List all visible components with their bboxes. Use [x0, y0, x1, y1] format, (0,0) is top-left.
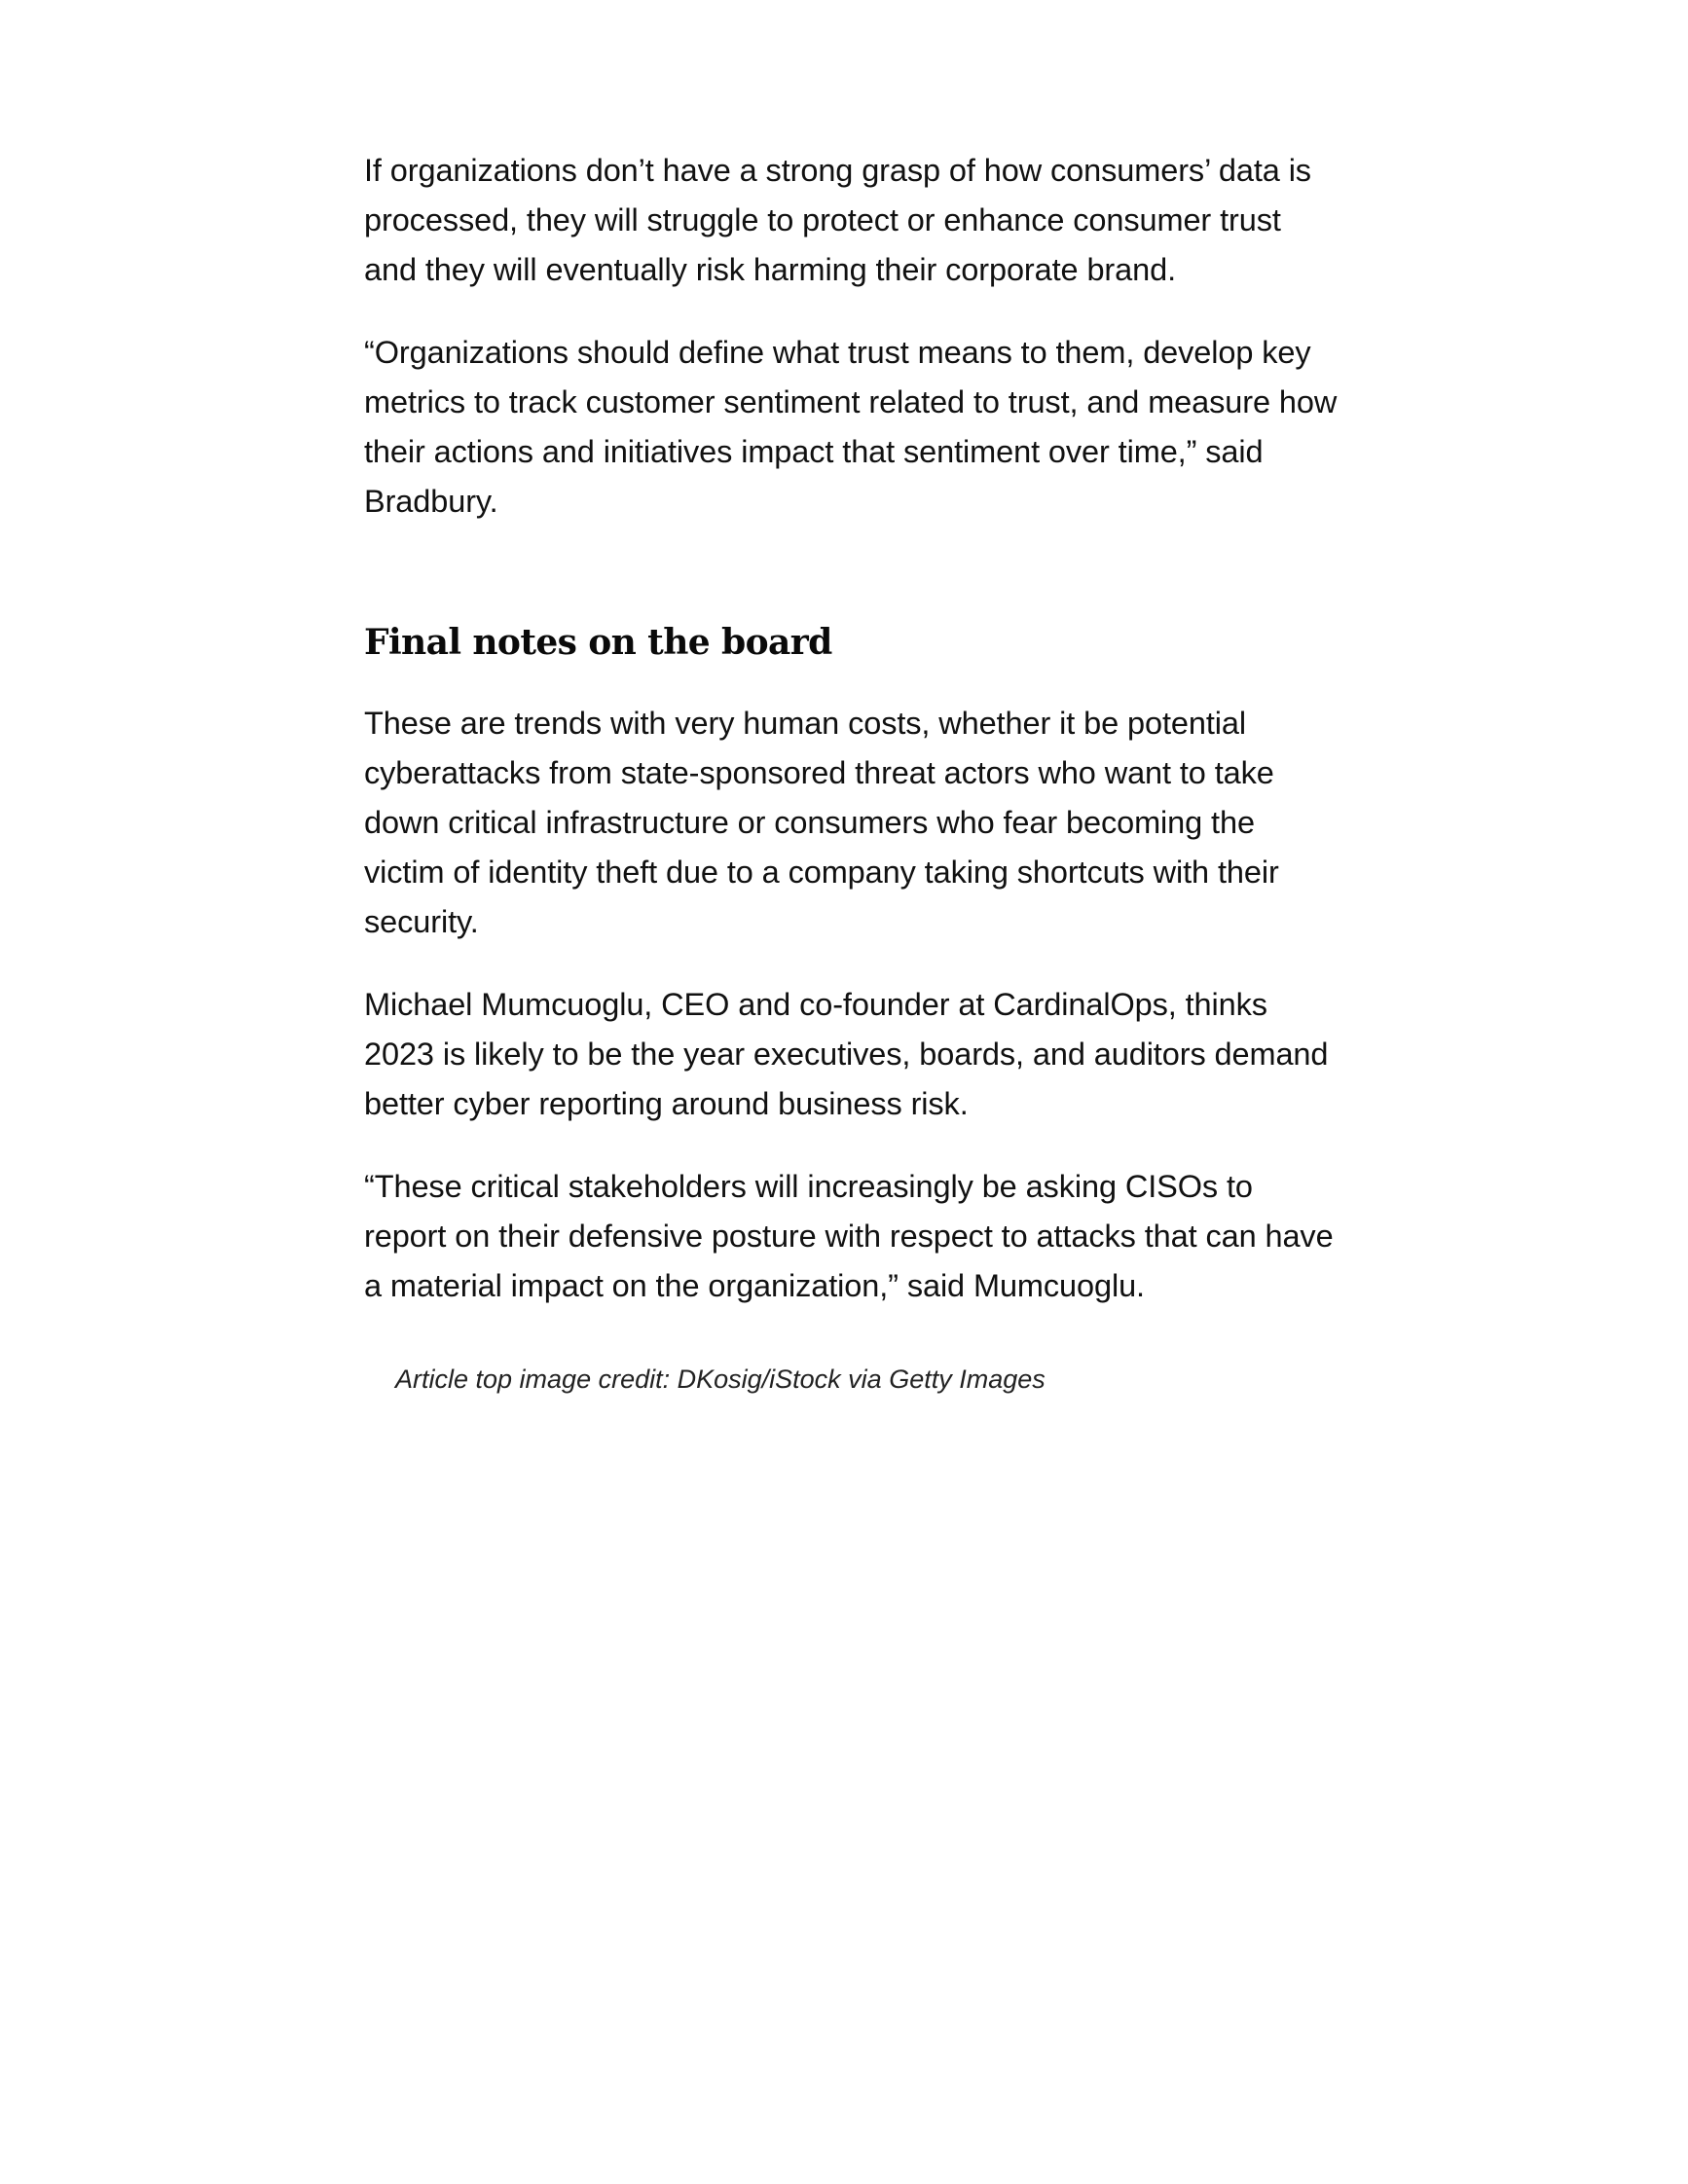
- paragraph-mumcuoglu-intro: Michael Mumcuoglu, CEO and co-founder at CardinalOps, thinks 2023 is likely to be the year executives, boards, and auditors demand better cyber reporting around business risk.: [364, 987, 1329, 1121]
- article-body: [364, 146, 1338, 1397]
- paragraph-human-costs: These are trends with very human costs, whether it be potential cyberattacks from state-sponsored threat actors who want to take down critical infrastructure or consumers who fear becoming the victim of identity theft due to a company taking shortcuts with their security.: [364, 706, 1279, 939]
- paragraph-bradbury-quote: “Organizations should define what trust means to them, develop key metrics to track customer sentiment related to trust, and measure how their actions and initiatives impact that sentiment over time,” said Bradbury.: [364, 335, 1338, 519]
- paragraph-mumcuoglu-quote: “These critical stakeholders will increasingly be asking CISOs to report on their defensive posture with respect to attacks that can have a material impact on the organization,” said Mumcuoglu.: [364, 1169, 1334, 1303]
- section-heading: Final notes on the board: [364, 622, 832, 663]
- paragraph-consumer-data: If organizations don’t have a strong grasp of how consumers’ data is processed, they will struggle to protect or enhance consumer trust and they will eventually risk harming their corporate brand.: [364, 153, 1311, 287]
- image-credit: Article top image credit: DKosig/iStock via Getty Images: [395, 1365, 1046, 1394]
